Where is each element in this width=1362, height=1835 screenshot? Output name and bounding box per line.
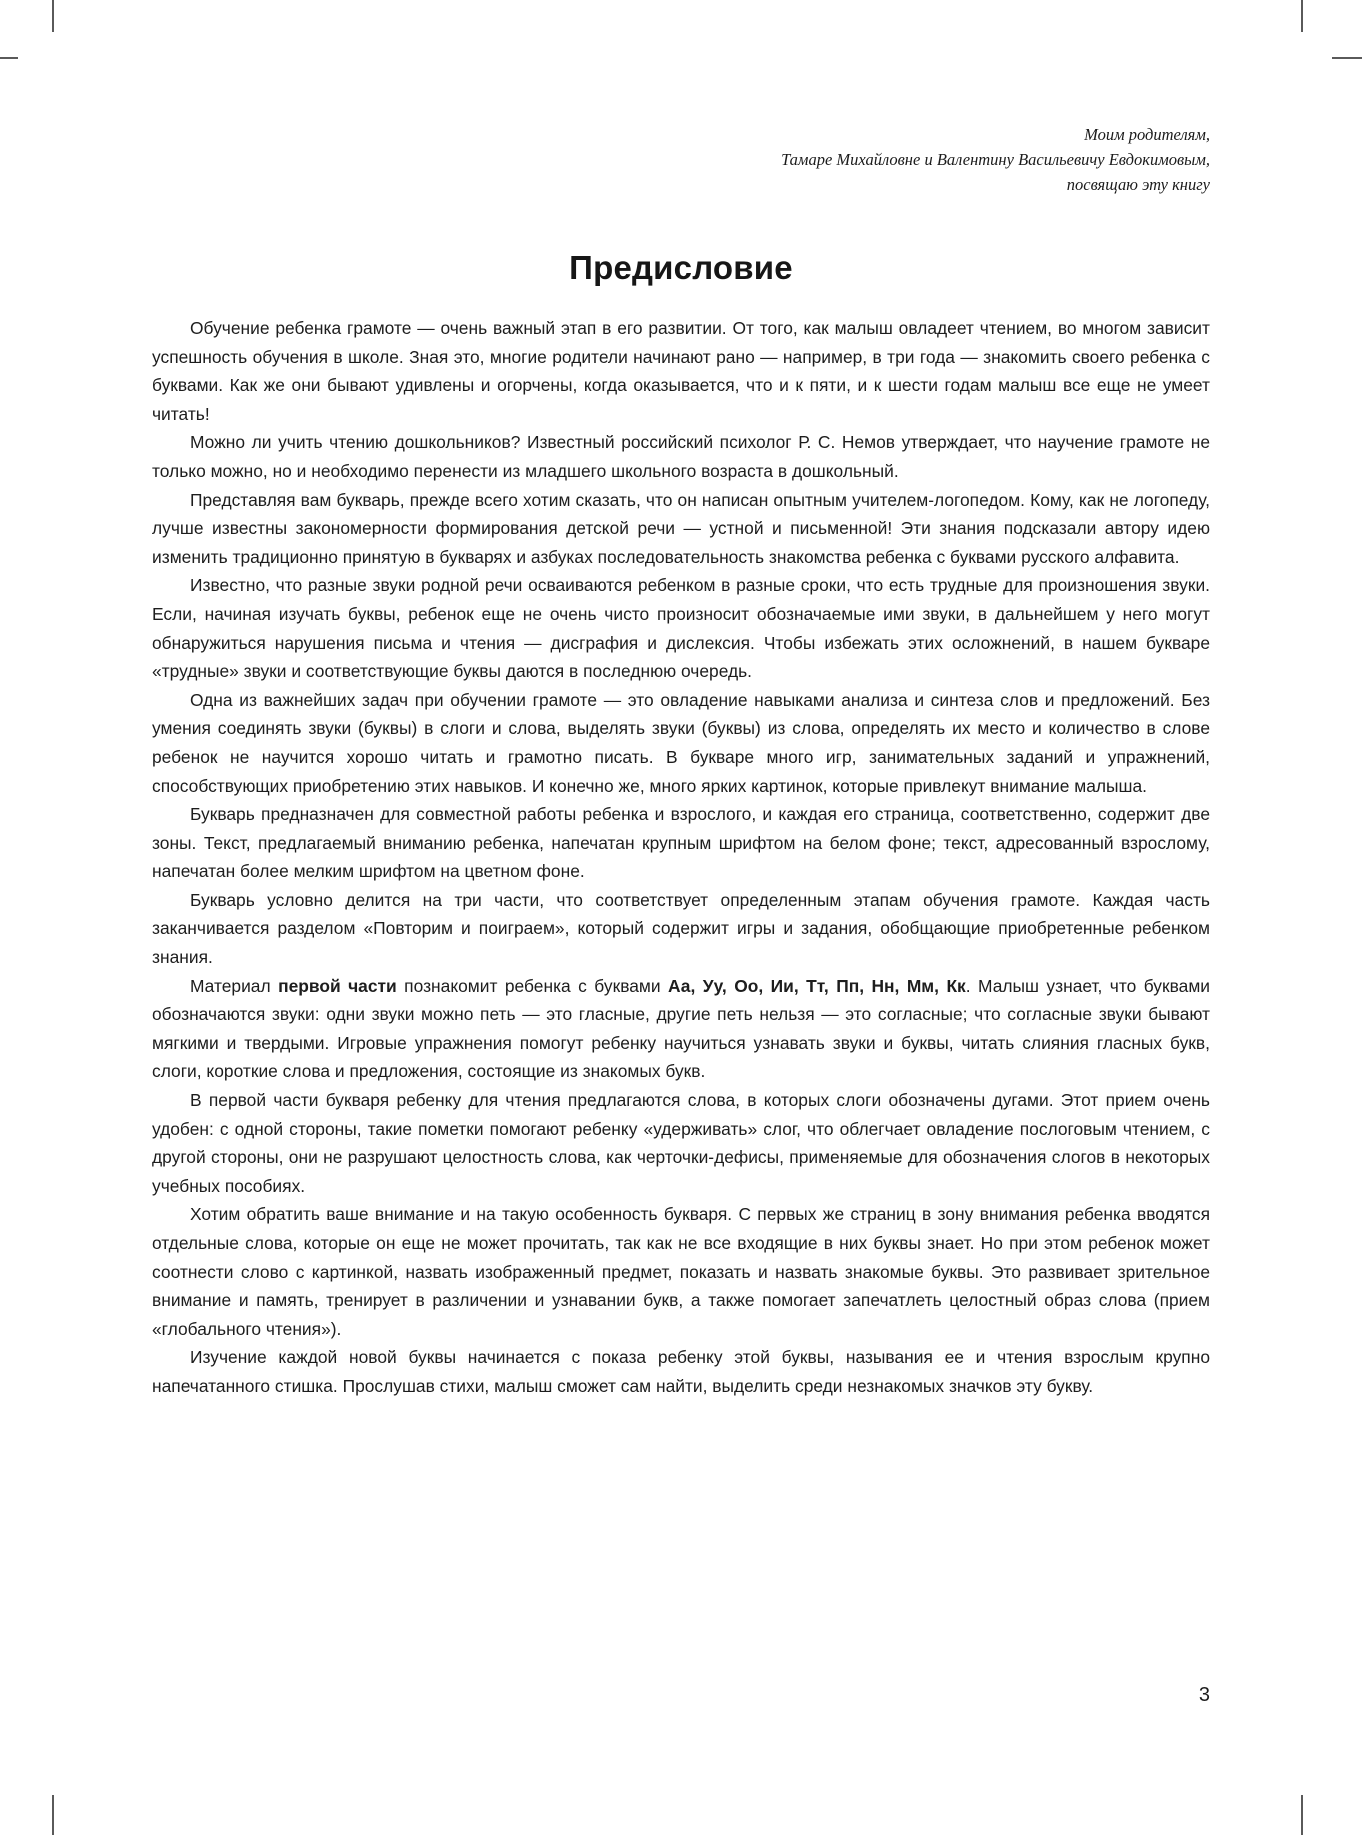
dedication-line-1: Моим родителям, (1084, 125, 1210, 144)
paragraph: Хотим обратить ваше внимание и на такую особенность букваря. С первых же страниц в зону внимания ребенка вводятся отдельные слова, которые он еще не может прочитать, так как не все входящие в них буквы знает. Но при этом ребенок может соотнести слово с картинкой, назвать изображенный предмет, показать и назвать знакомые буквы. Это развивает зрительное внимание и память, тренирует в различении и узнавании букв, а также помогает запечатлеть целостный образ слова (прием «глобального чтения»). (152, 1204, 1210, 1339)
paragraph-first-part (152, 972, 1210, 1086)
crop-mark-bottom-right-vertical (1301, 1795, 1303, 1835)
paragraph: Букварь предназначен для совместной работы ребенка и взрослого, и каждая его страница, соответственно, содержит две зоны. Текст, предлагаемый вниманию ребенка, напечатан крупным шрифтом на белом фоне; текст, адресованный взрослому, напечатан более мелким шрифтом на цветном фоне. (152, 804, 1210, 882)
paragraph: Обучение ребенка грамоте — очень важный этап в его развитии. От того, как малыш овладеет чтением, во многом зависит успешность обучения в школе. Зная это, многие родители начинают рано — например, в три года — знакомить своего ребенка с буквами. Как же они бывают удивлены и огорчены, когда оказывается, что и к пяти, и к шести годам малыш все еще не умеет читать! (152, 318, 1210, 424)
paragraph-lead: Материал (190, 975, 279, 996)
paragraph: Одна из важнейших задач при обучении грамоте — это овладение навыками анализа и синтеза слов и предложений. Без умения соединять звуки (буквы) в слоги и слова, выделять звуки (буквы) из слова, определять их место и количество в слове ребенок не научится хорошо читать и грамотно писать. В букваре много игр, занимательных заданий и упражнений, способствующих приобретению этих навыков. И конечно же, много ярких картинок, которые привлекут внимание малыша. (152, 689, 1210, 796)
body-text (152, 314, 1210, 1401)
crop-mark-bottom-left-vertical (52, 1795, 54, 1835)
paragraph-middle: познакомит ребенка с буквами (396, 975, 669, 996)
crop-mark-top-left-vertical (52, 0, 54, 32)
paragraph: Представляя вам букварь, прежде всего хотим сказать, что он написан опытным учителем-логопедом. Кому, как не логопеду, лучше известны закономерности формирования детской речи — устной и письменной! Эти знания подсказали автору идею изменить традиционно принятую в букварях и азбуках последовательность знакомства ребенка с буквами русского алфавита. (152, 489, 1210, 567)
page-number: 3 (1198, 1684, 1210, 1706)
crop-mark-top-right-horizontal (1332, 57, 1362, 59)
crop-mark-top-right-vertical (1301, 0, 1303, 32)
page-title: Предисловие (569, 249, 793, 286)
paragraph: Известно, что разные звуки родной речи осваиваются ребенком в разные сроки, что есть трудные для произношения звуки. Если, начиная изучать буквы, ребенок еще не очень чисто произносит обозначаемые ими звуки, в дальнейшем у него могут обнаружиться нарушения письма и чтения — дисграфия и дислексия. Чтобы избежать этих осложнений, в нашем букваре «трудные» звуки и соответствующие буквы даются в последнюю очередь. (152, 575, 1210, 682)
emphasis-first-part: первой части (278, 975, 397, 996)
paragraph: В первой части букваря ребенку для чтения предлагаются слова, в которых слоги обозначены дугами. Этот прием очень удобен: с одной стороны, такие пометки помогают ребенку «удерживать» слог, что облегчает овладение послоговым чтением, с другой стороны, они не разрушают целостность слова, как черточки-дефисы, применяемые для обозначения слогов в некоторых учебных пособиях. (152, 1090, 1210, 1196)
dedication-line-3: посвящаю эту книгу (1066, 175, 1210, 194)
emphasis-letter-list: Аа, Уу, Оо, Ии, Тт, Пп, Нн, Мм, Кк (668, 975, 966, 996)
page-content-column (152, 0, 1210, 1706)
dedication-line-2: Тамаре Михайловне и Валентину Васильевичу Евдокимовым, (781, 150, 1210, 169)
crop-mark-top-left-horizontal (0, 57, 18, 59)
paragraph: Изучение каждой новой буквы начинается с показа ребенку этой буквы, называния ее и чтения взрослым крупно напечатанного стишка. Прослушав стихи, малыш сможет сам найти, выделить среди незнакомых значков эту букву. (152, 1347, 1210, 1396)
paragraph-tail: . Малыш узнает, что буквами обозначаются звуки: одни звуки можно петь — это гласные, другие петь нельзя — это согласные; что согласные звуки бывают мягкими и твердыми. Игровые упражнения помогут ребенку научиться узнавать звуки и буквы, читать слияния гласных букв, слоги, короткие слова и предложения, состоящие из знакомых букв. (152, 975, 1210, 1082)
paragraph: Букварь условно делится на три части, что соответствует определенным этапам обучения грамоте. Каждая часть заканчивается разделом «Повторим и поиграем», который содержит игры и задания, обобщающие приобретенные ребенком знания. (152, 889, 1210, 968)
paragraph: Можно ли учить чтению дошкольников? Известный российский психолог Р. С. Немов утверждает, что научение грамоте не только можно, но и необходимо перенести из младшего школьного возраста в дошкольный. (152, 432, 1210, 481)
dedication-block (152, 122, 1210, 197)
